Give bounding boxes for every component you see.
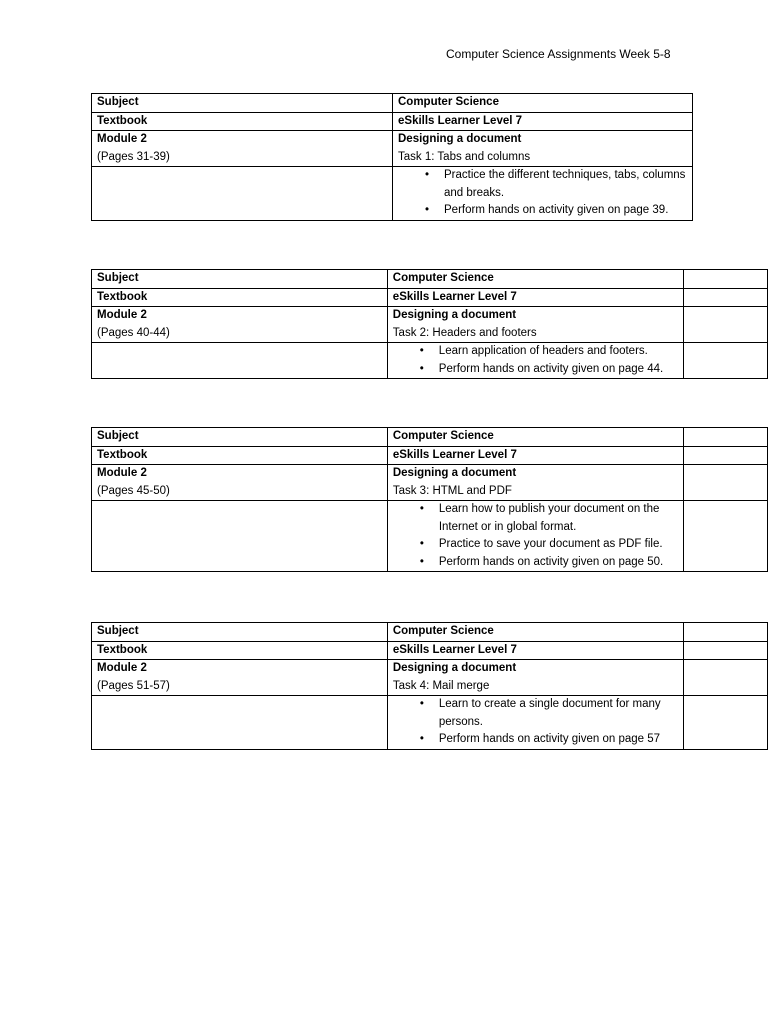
module-pages: (Pages 40-44) [97,326,170,339]
subject-label: Subject [92,428,388,447]
module-name: Module 2 [97,662,147,674]
list-item: • Practice to save your document as PDF file. [419,538,663,550]
assignment-table-1 [91,93,693,221]
task-list-cell [387,343,683,379]
textbook-value: eSkills Learner Level 7 [393,112,693,131]
list-item: • Perform hands on activity given on page 44. [419,362,664,375]
subject-value: Computer Science [387,428,683,447]
topic-cell [387,307,683,343]
assignment-table-3 [91,427,768,572]
task-title: Task 1: Tabs and columns [398,150,531,163]
task-list-cell [393,167,693,221]
task-list-cell [387,501,683,572]
list-item: • Perform hands on activity given on page 50. [419,555,664,568]
empty-cell [683,307,767,343]
task-title: Task 2: Headers and footers [392,326,537,339]
textbook-label: Textbook [92,288,388,307]
empty-cell [683,446,767,465]
topic-title: Designing a document [392,467,517,479]
empty-cell [683,465,767,501]
assignment-table-4 [91,622,768,750]
empty-cell [683,288,767,307]
task-list [393,501,683,571]
module-cell [92,660,388,696]
empty-cell [683,641,767,660]
empty-cell [683,270,767,289]
module-cell [92,465,388,501]
list-item: • Practice the different techniques, tabs, columns and breaks. [425,169,686,199]
topic-title: Designing a document [392,662,517,674]
textbook-value: eSkills Learner Level 7 [387,641,683,660]
topic-title: Designing a document [392,309,517,321]
empty-cell [683,428,767,447]
topic-cell [387,660,683,696]
list-item: • Perform hands on activity given on page 39. [425,204,669,216]
subject-label: Subject [92,623,388,642]
empty-cell [683,343,767,379]
empty-cell [683,623,767,642]
topic-cell [393,131,693,167]
empty-cell [92,501,388,572]
module-pages: (Pages 31-39) [97,150,170,163]
list-item: • Learn application of headers and footers. [419,345,648,357]
subject-label: Subject [92,270,388,289]
module-pages: (Pages 51-57) [97,679,170,692]
empty-cell [92,343,388,379]
list-item: • Learn to create a single document for many persons. [419,698,661,728]
module-name: Module 2 [97,309,147,321]
textbook-value: eSkills Learner Level 7 [387,288,683,307]
subject-value: Computer Science [393,94,693,113]
topic-title: Designing a document [398,133,522,145]
task-list-cell [387,696,683,750]
task-list [398,167,692,220]
list-item: • Learn how to publish your document on the Internet or in global format. [419,503,660,533]
empty-cell [683,696,767,750]
task-title: Task 3: HTML and PDF [392,484,512,497]
module-name: Module 2 [97,467,147,479]
empty-cell [92,696,388,750]
module-name: Module 2 [97,133,147,145]
module-cell [92,307,388,343]
task-title: Task 4: Mail merge [392,679,490,692]
textbook-value: eSkills Learner Level 7 [387,446,683,465]
topic-cell [387,465,683,501]
task-list [393,696,683,749]
task-list [393,343,683,378]
empty-cell [683,501,767,572]
module-cell [92,131,393,167]
textbook-label: Textbook [92,641,388,660]
textbook-label: Textbook [92,112,393,131]
textbook-label: Textbook [92,446,388,465]
assignment-table-2 [91,269,768,379]
subject-value: Computer Science [387,270,683,289]
module-pages: (Pages 45-50) [97,484,170,497]
empty-cell [92,167,393,221]
document-header: Computer Science Assignments Week 5-8 [446,47,671,61]
subject-value: Computer Science [387,623,683,642]
empty-cell [683,660,767,696]
subject-label: Subject [92,94,393,113]
list-item: • Perform hands on activity given on page 57 [419,733,661,745]
